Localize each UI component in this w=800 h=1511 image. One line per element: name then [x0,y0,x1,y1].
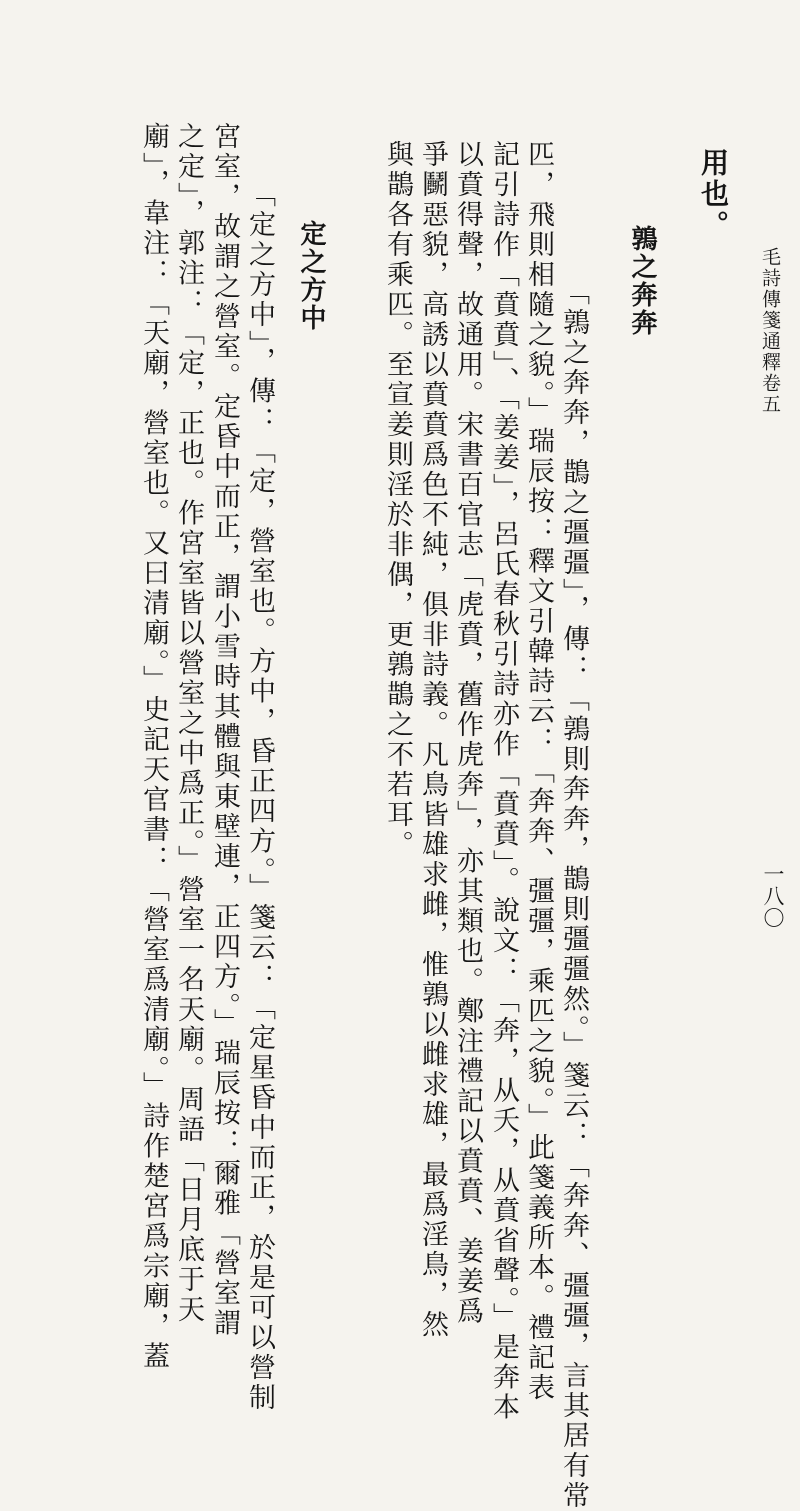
text-line: 匹，飛則相隨之貌。」瑞辰按：釋文引韓詩云：「奔奔、彊彊，乘匹之貌。」此箋義所本。禮記表 [523,140,554,1403]
page-number: 一八〇 [761,863,785,929]
text-line: 宮室，故謂之營室。定昏中而正，謂小雪時其體與東壁連，正四方。」瑞辰按：爾雅「營室謂 [209,122,240,1339]
text-line: 以賁得聲，故通用。宋書百官志「虎賁，舊作虎奔」，亦其類也。鄭注禮記以賁賁、姜姜爲 [452,140,483,1327]
text-line: 爭鬭惡貌，高誘以賁賁爲色不純，俱非詩義。凡鳥皆雄求雌，惟鶉以雌求雄，最爲淫鳥，然 [417,140,448,1340]
text-line-carryover: 用也。 [697,148,730,241]
running-title: 毛詩傳箋通釋卷五 [759,247,781,415]
text-line: 記引詩作「賁賁」、「姜姜」，呂氏春秋引詩亦作「賁賁」。說文：「奔，从夭，从賁省聲。」是奔本 [488,140,519,1423]
text-line: 與鵲各有乘匹。至宣姜則淫於非偶，更鶉鵲之不若耳。 [382,140,413,860]
text-line: 「定之方中」，傳：「定，營室也。方中，昏正四方。」箋云：「定星昏中而正，於是可以營制 [244,180,275,1413]
text-line: 「鶉之奔奔，鵲之彊彊」，傳：「鶉則奔奔，鵲則彊彊然。」箋云：「奔奔、彊彊，言其居有常 [558,278,589,1511]
section-heading-chunzhi: 鶉之奔奔 [627,225,657,337]
text-line: 之定」，郭注：「定，正也。作宮室皆以營室之中爲正。」營室一名天廟。周語「日月底于天 [173,122,204,1325]
text-line: 廟」，韋注：「天廟，營室也。又曰清廟。」史記天官書：「營室爲清廟。」詩作楚宮爲宗廟，蓋 [138,122,169,1372]
section-heading-dingzhi: 定之方中 [296,220,326,332]
